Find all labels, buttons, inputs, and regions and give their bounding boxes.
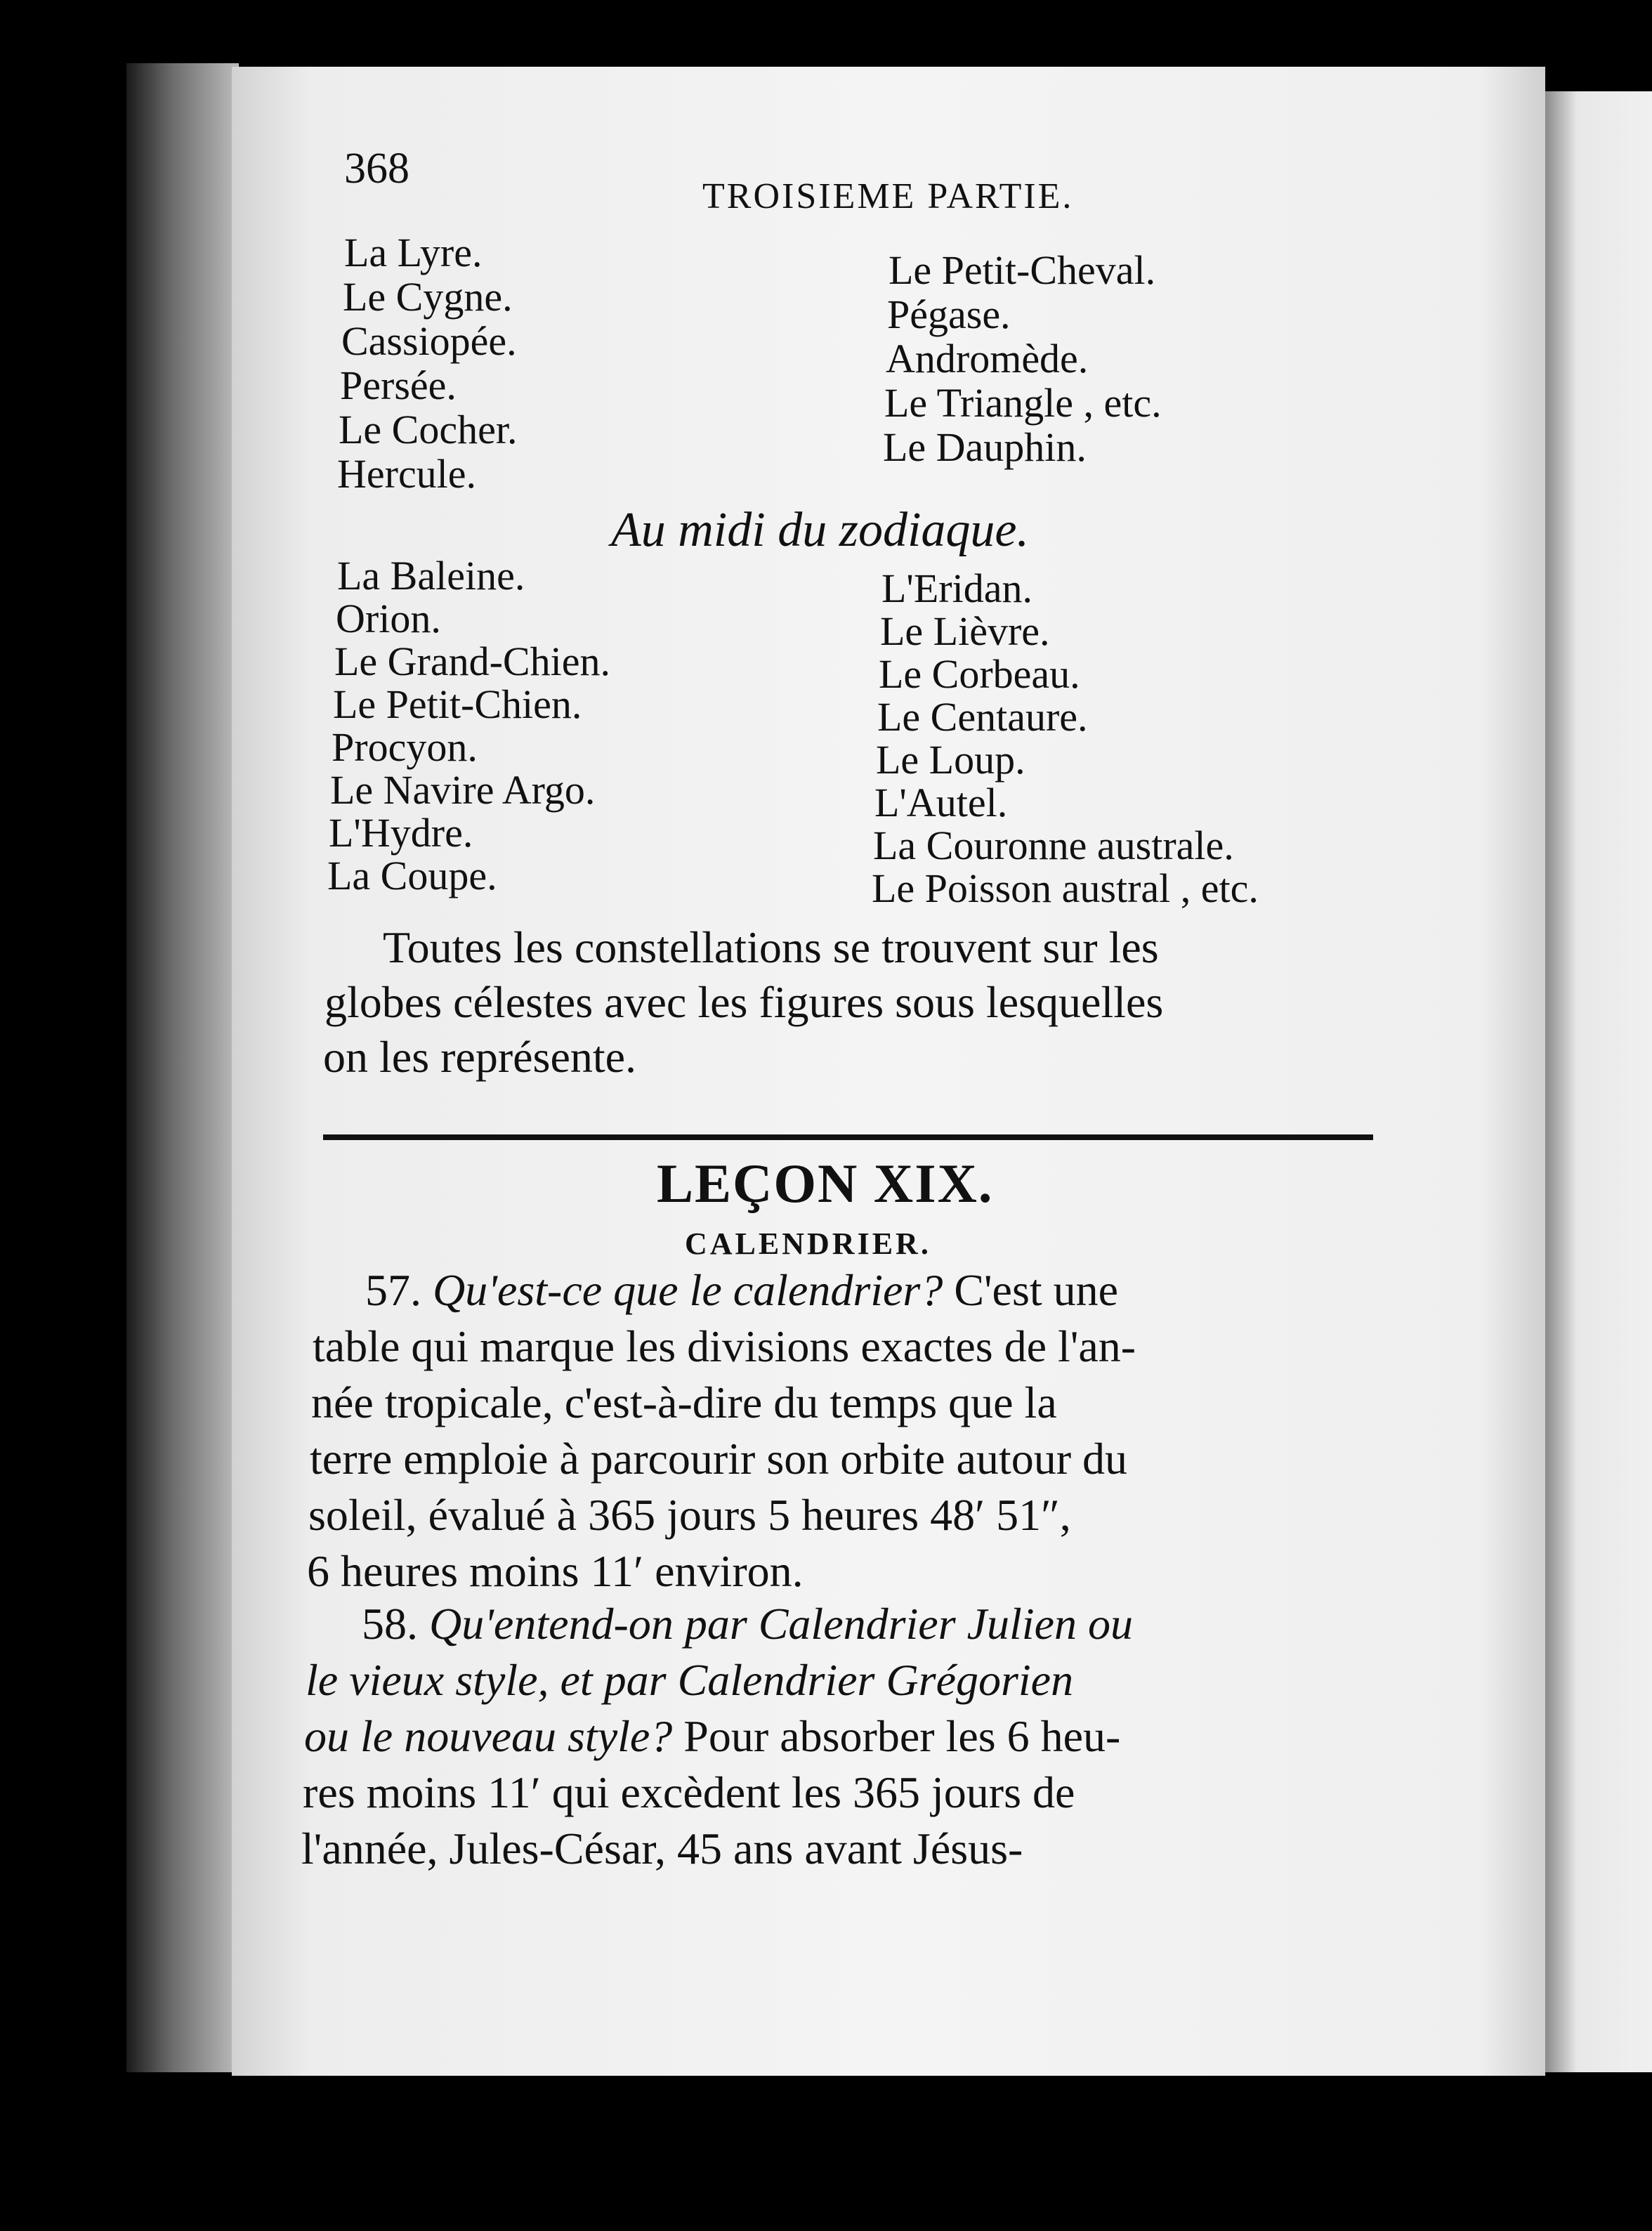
list-item: Le Loup. [876,737,1025,783]
answer-line: soleil, évalué à 365 jours 5 heures 48′ 51″, [308,1490,1071,1540]
list-item: La Lyre. [344,230,483,275]
question-text: ou le nouveau style? [304,1711,673,1761]
answer-line: 6 heures moins 11′ environ. [307,1546,804,1596]
list-item: Cassiopée. [341,318,517,364]
list-item: Le Navire Argo. [330,767,596,813]
list-item: Le Poisson austral , etc. [872,865,1259,911]
list-item: Le Grand-Chien. [334,639,610,684]
list-item: Procyon. [332,724,478,770]
answer-line: res moins 11′ qui excèdent les 365 jours de [303,1767,1075,1817]
question-number: 57. [365,1265,421,1315]
list-item: Persée. [340,362,457,408]
list-item: Le Centaure. [877,694,1088,740]
book-gutter-shadow [126,63,239,2072]
section-divider [323,1134,1373,1140]
answer-text: C'est une [954,1265,1119,1315]
list-item: Le Lièvre. [880,608,1050,654]
answer-line: née tropicale, c'est-à-dire du temps que la [311,1378,1057,1427]
question-line [362,1598,1133,1650]
list-item: La Couronne australe. [873,823,1234,868]
list-item: Pégase. [887,292,1011,337]
lesson-subtitle: CALENDRIER. [685,1226,931,1261]
list-item: La Coupe. [327,853,497,898]
page-number: 368 [344,145,409,192]
list-item: La Baleine. [337,553,525,598]
running-title: TROISIEME PARTIE. [702,176,1074,216]
answer-line: terre emploie à parcourir son orbite autour du [310,1434,1127,1484]
list-item: Andromède. [886,336,1089,381]
facing-page-edge [1545,91,1652,2072]
question-line: le vieux style, et par Calendrier Grégorien [306,1655,1074,1705]
answer-line: l'année, Jules-César, 45 ans avant Jésus- [301,1824,1023,1873]
list-item: L'Eridan. [881,565,1032,611]
paragraph-line: globes célestes avec les figures sous lesquelles [324,977,1164,1027]
list-item: Le Triangle , etc. [884,380,1162,426]
question-text: Qu'est-ce que le calendrier? [433,1265,943,1315]
list-item: Hercule. [337,451,477,497]
question-line [304,1710,1120,1762]
question-number: 58. [362,1599,418,1649]
question-text: Qu'entend-on par Calendrier Julien ou [429,1599,1133,1649]
paragraph-line: Toutes les constellations se trouvent sur les [383,922,1159,972]
section-heading: Au midi du zodiaque. [611,503,1029,557]
question-line [365,1264,1118,1316]
list-item: L'Autel. [874,780,1008,825]
answer-line: table qui marque les divisions exactes de l'an- [313,1321,1136,1371]
list-item: Le Cygne. [343,274,513,320]
list-item: Le Corbeau. [879,651,1080,697]
list-item: Le Cocher. [339,407,518,452]
list-item: L'Hydre. [329,810,473,856]
list-item: Le Petit-Cheval. [889,247,1156,293]
list-item: Le Petit-Chien. [333,681,582,727]
list-item: Le Dauphin. [883,424,1087,470]
answer-text: Pour absorber les 6 heu- [683,1711,1121,1761]
list-item: Orion. [336,596,441,641]
paragraph-line: on les représente. [323,1032,637,1082]
lesson-title: LEÇON XIX. [657,1153,994,1214]
